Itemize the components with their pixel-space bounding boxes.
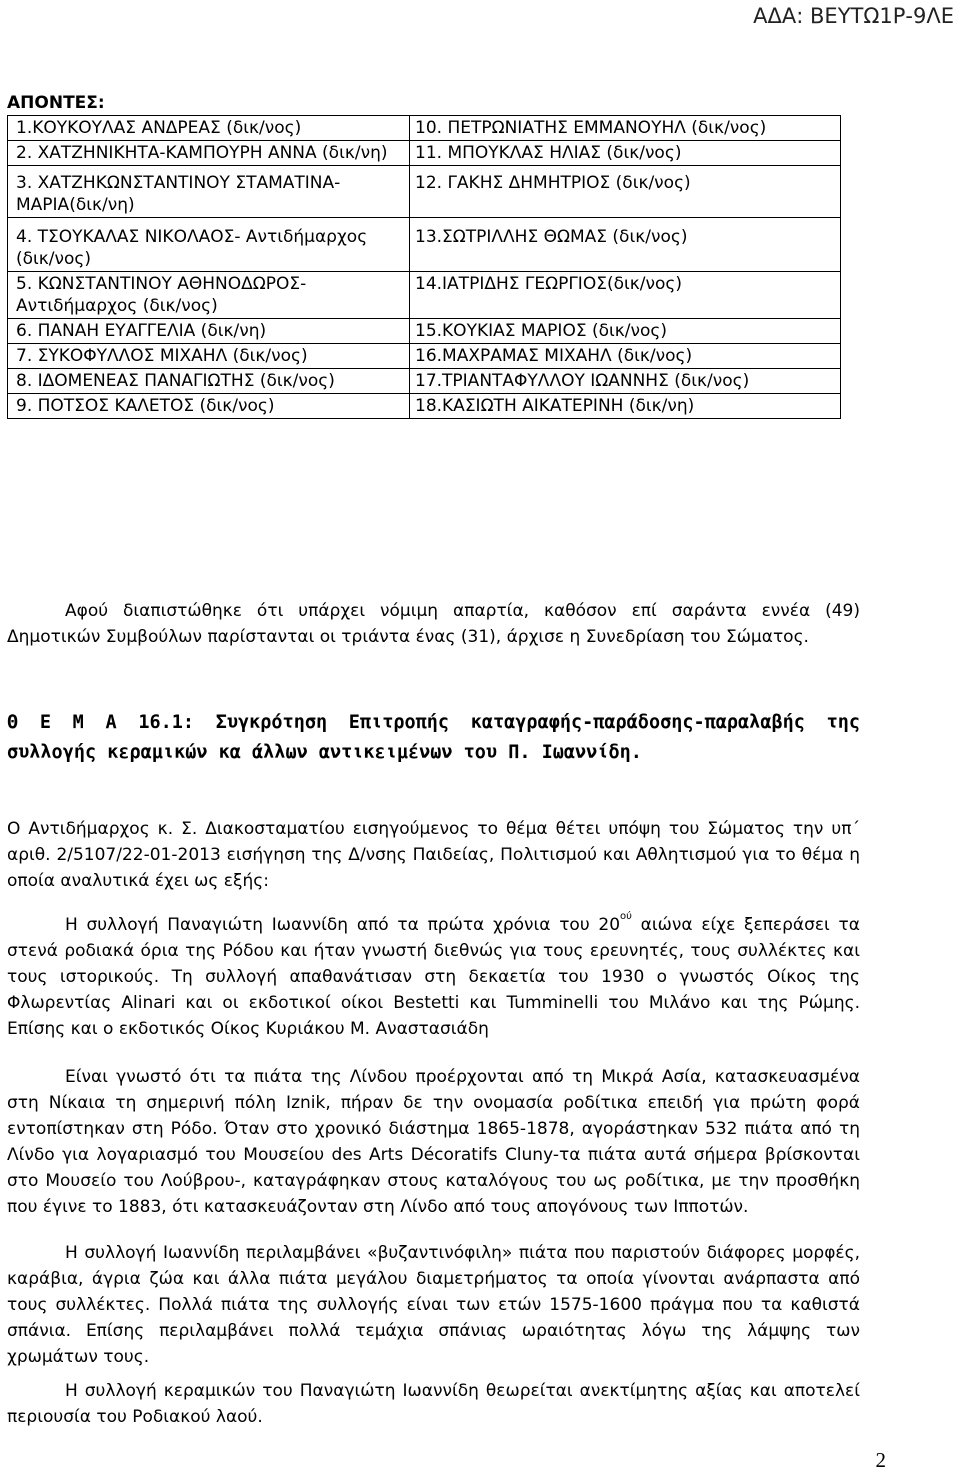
century-superscript: ού: [620, 911, 632, 922]
absent-left-7: 7. ΣΥΚΟΦΥΛΛΟΣ ΜΙΧΑΗΛ (δικ/νος): [8, 344, 410, 369]
absent-left-9: 9. ΠΟΤΣΟΣ ΚΑΛΕΤΟΣ (δικ/νος): [8, 394, 410, 419]
absent-left-2: 2. ΧΑΤΖΗΝΙΚΗΤΑ-ΚΑΜΠΟΥΡΗ ΑΝΝΑ (δικ/νη): [8, 141, 410, 166]
absent-right-11: 11. ΜΠΟΥΚΛΑΣ ΗΛΙΑΣ (δικ/νος): [410, 141, 841, 166]
table-row: [8, 218, 841, 272]
table-row: [8, 272, 841, 319]
paragraph-3: Η συλλογή Ιωαννίδη περιλαμβάνει «βυζαντινόφιλη» πιάτα που παριστούν διάφορες μορφές, καράβια, άγρια ζώα και άλλα πιάτα μεγάλου διαμετρήματος τα οποία γίνονται ανάρπαστα από τους συλλέκτες. Πολλά πιάτα της συλλογής είναι των ετών 1575-1600 πράγμα που τα καθιστά σπάνια. Επίσης περιλαμβάνει πολλά τεμάχια σπάνιας ωραιότητας λόγω της λάμψης των χρωμάτων τους.: [7, 1243, 860, 1367]
quorum-paragraph: Αφού διαπιστώθηκε ότι υπάρχει νόμιμη απαρτία, καθόσον επί σαράντα εννέα (49) Δημοτικών Συμβούλων παρίστανται οι τριάντα ένας (31), άρχισε η Συνεδρίαση του Σώματος.: [7, 601, 860, 647]
ada-code: ΑΔΑ: ΒΕΥΤΩ1Ρ-9ΛΕ: [753, 4, 954, 28]
table-row: [8, 166, 841, 218]
table-row: [8, 141, 841, 166]
paragraph-4: Η συλλογή κεραμικών του Παναγιώτη Ιωαννίδη θεωρείται ανεκτίμητης αξίας και αποτελεί περιουσία του Ροδιακού λαού.: [7, 1381, 860, 1427]
absent-left-3: 3. ΧΑΤΖΗΚΩΝΣΤΑΝΤΙΝΟΥ ΣΤΑΜΑΤΙΝΑ-ΜΑΡΙΑ(δικ/νη): [8, 166, 410, 218]
table-row: [8, 319, 841, 344]
table-row: [8, 344, 841, 369]
absent-left-6: 6. ΠΑΝΑΗ ΕΥΑΓΓΕΛΙΑ (δικ/νη): [8, 319, 410, 344]
paragraph-2: Είναι γνωστό ότι τα πιάτα της Λίνδου προέρχονται από τη Μικρά Ασία, κατασκευασμένα στη Νίκαια τη σημερινή πόλη Iznik, πήραν δε την ονομασία ροδίτικα επειδή για πρώτη φορά εντοπίστηκαν στη Ρόδο. Όταν στο χρονικό διάστημα 1865-1878, αγοράστηκαν 532 πιάτα από τη Λίνδο για λογαριασμό του Μουσείου des Arts Décoratifs Cluny-τα πιάτα αυτά σήμερα βρίσκονται στο Μουσείο του Λούβρου-, καταγράφηκαν στους καταλόγους του ως ροδίτικα, με την προσθήκη που έγινε το 1883, ότι κατασκευάζονταν στη Λίνδο από τους απογόνους των Ιπποτών.: [7, 1067, 860, 1217]
table-row: [8, 116, 841, 141]
page-number: 2: [875, 1448, 886, 1472]
table-row: [8, 394, 841, 419]
intro-paragraph: Ο Αντιδήμαρχος κ. Σ. Διακοσταματίου εισηγούμενος το θέμα θέτει υπόψη του Σώματος την υπ΄ αριθ. 2/5107/22-01-2013 εισήγηση της Δ/νσης Παιδείας, Πολιτισμού και Αθλητισμού για το θέμα η οποία αναλυτικά έχει ως εξής:: [7, 819, 860, 891]
absent-right-13: 13.ΣΩΤΡΙΛΛΗΣ ΘΩΜΑΣ (δικ/νος): [410, 218, 841, 272]
absent-title: ΑΠΟΝΤΕΣ:: [7, 93, 105, 113]
absent-right-10: 10. ΠΕΤΡΩΝΙΑΤΗΣ ΕΜΜΑΝΟΥΗΛ (δικ/νος): [410, 116, 841, 141]
paragraph-1-rest: αιώνα είχε ξεπεράσει τα στενά ροδιακά όρια της Ρόδου και ήταν γνωστή διεθνώς για τους ερευνητές, τους συλλέκτες και τους ιστορικούς. Τη συλλογή απαθανάτισαν στη δεκαετία του 1930 ο γνωστός Οίκος της Φλωρεντίας Alinari και οι εκδοτικοί οίκοι Bestetti και Tumminelli του Μιλάνο και της Ρώμης. Επίσης και ο εκδοτικός Οίκος Κυριάκου Μ. Αναστασιάδη: [7, 915, 860, 1039]
paragraph-1-start: Η συλλογή Παναγιώτη Ιωαννίδη από τα πρώτα χρόνια του 20: [65, 915, 621, 935]
absent-right-15: 15.ΚΟΥΚΙΑΣ ΜΑΡΙΟΣ (δικ/νος): [410, 319, 841, 344]
absent-table: [7, 115, 841, 419]
theme-heading: Θ Ε Μ Α 16.1: Συγκρότηση Επιτροπής καταγραφής-παράδοσης-παραλαβής της συλλογής κεραμικών κα άλλων αντικειμένων του Π. Ιωαννίδη.: [7, 712, 860, 763]
absent-left-1: 1.ΚΟΥΚΟΥΛΑΣ ΑΝΔΡΕΑΣ (δικ/νος): [8, 116, 410, 141]
absent-right-12: 12. ΓΑΚΗΣ ΔΗΜΗΤΡΙΟΣ (δικ/νος): [410, 166, 841, 218]
absent-left-5: 5. ΚΩΝΣΤΑΝΤΙΝΟΥ ΑΘΗΝΟΔΩΡΟΣ- Αντιδήμαρχος (δικ/νος): [8, 272, 410, 319]
absent-right-18: 18.ΚΑΣΙΩΤΗ ΑΙΚΑΤΕΡΙΝΗ (δικ/νη): [410, 394, 841, 419]
absent-right-17: 17.ΤΡΙΑΝΤΑΦΥΛΛΟΥ ΙΩΑΝΝΗΣ (δικ/νος): [410, 369, 841, 394]
absent-right-16: 16.ΜΑΧΡΑΜΑΣ ΜΙΧΑΗΛ (δικ/νος): [410, 344, 841, 369]
table-row: [8, 369, 841, 394]
paragraph-1: [7, 912, 860, 1042]
absent-right-14: 14.ΙΑΤΡΙΔΗΣ ΓΕΩΡΓΙΟΣ(δικ/νος): [410, 272, 841, 319]
absent-left-4: 4. ΤΣΟΥΚΑΛΑΣ ΝΙΚΟΛΑΟΣ- Αντιδήμαρχος (δικ/νος): [8, 218, 410, 272]
absent-left-8: 8. ΙΔΟΜΕΝΕΑΣ ΠΑΝΑΓΙΩΤΗΣ (δικ/νος): [8, 369, 410, 394]
